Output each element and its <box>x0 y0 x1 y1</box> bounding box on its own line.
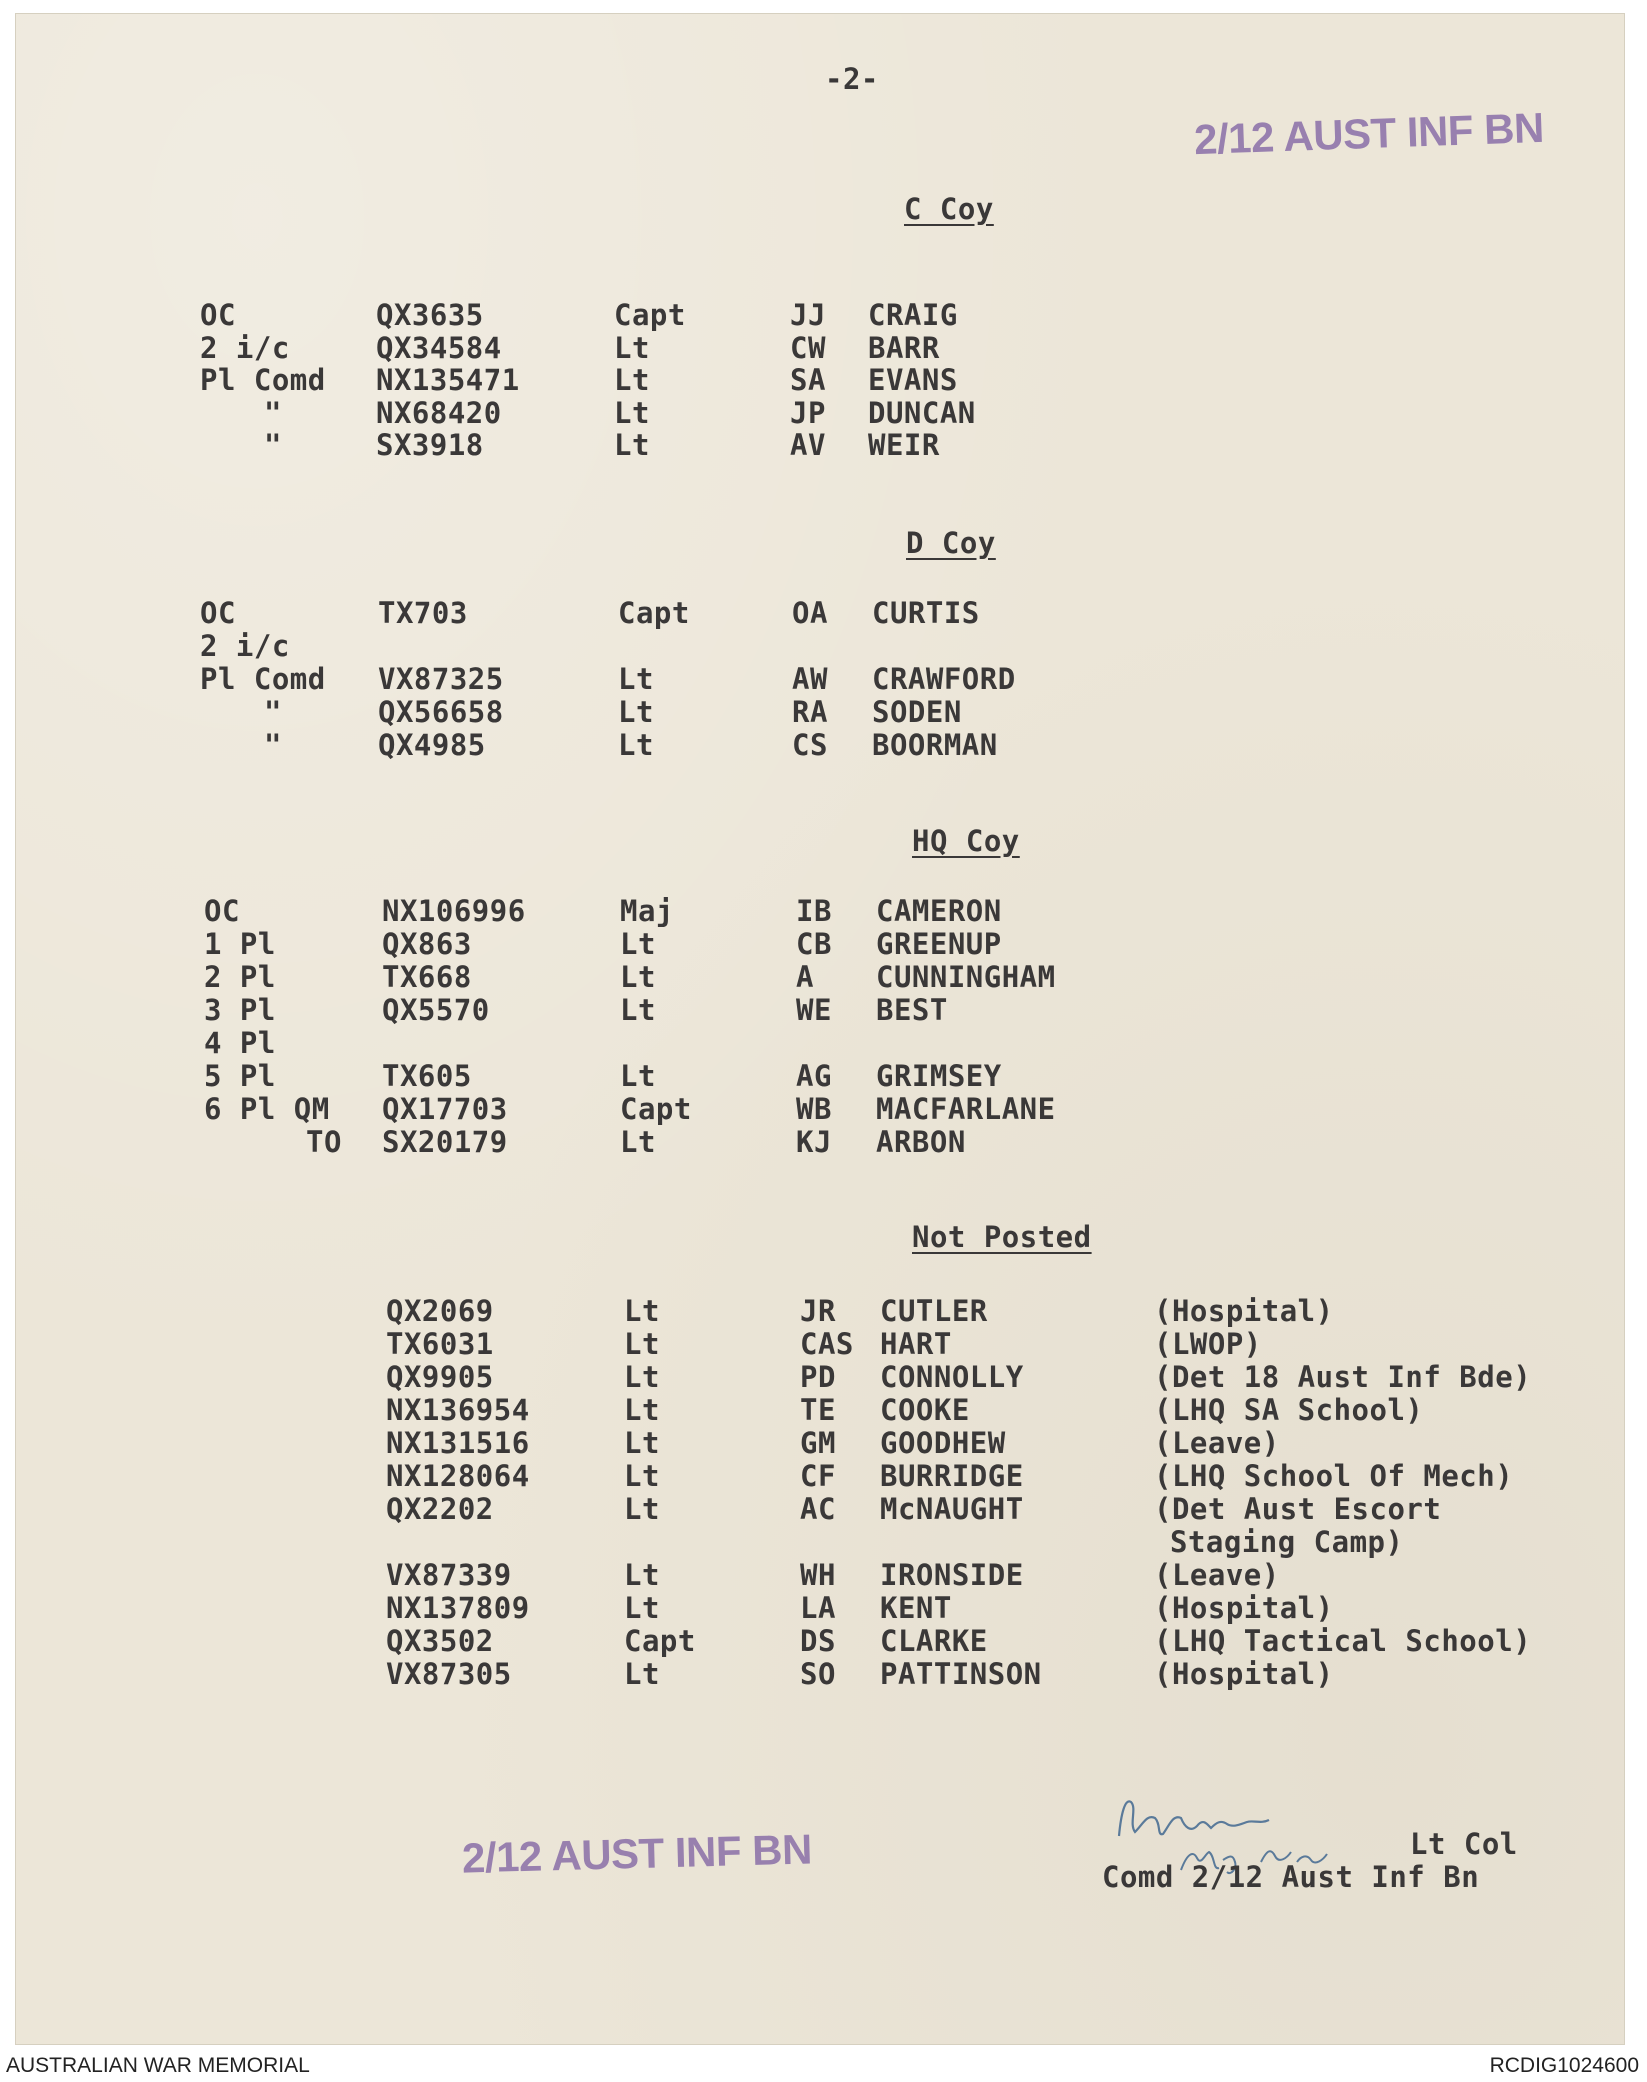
rank-cell: Lt <box>620 960 656 994</box>
rank-cell: Lt <box>620 1125 656 1159</box>
rank-cell: Lt <box>624 1657 660 1691</box>
service-number-cell: QX4985 <box>378 728 486 762</box>
rank-cell: Lt <box>624 1558 660 1592</box>
c_coy-heading: C Coy <box>904 192 994 226</box>
posting-note-cell: Staging Camp) <box>1170 1525 1404 1559</box>
service-number-cell: QX9905 <box>386 1360 494 1394</box>
rank-cell: Lt <box>624 1327 660 1361</box>
rank-cell: Capt <box>614 298 686 332</box>
surname-cell: PATTINSON <box>880 1657 1042 1691</box>
surname-cell: WEIR <box>868 428 940 462</box>
rank-cell: Lt <box>618 728 654 762</box>
service-number-cell: QX5570 <box>382 993 490 1027</box>
service-number-cell: TX6031 <box>386 1327 494 1361</box>
initials-cell: AG <box>796 1059 832 1093</box>
role-cell: 5 Pl <box>204 1059 276 1093</box>
surname-cell: CURTIS <box>872 596 980 630</box>
initials-cell: SA <box>790 363 826 397</box>
rank-cell: Lt <box>614 363 650 397</box>
role-cell: Pl Comd <box>200 662 326 696</box>
initials-cell: GM <box>800 1426 836 1460</box>
surname-cell: HART <box>880 1327 952 1361</box>
footer-archive-name: AUSTRALIAN WAR MEMORIAL <box>6 2054 310 2077</box>
service-number-cell: SX3918 <box>376 428 484 462</box>
surname-cell: BOORMAN <box>872 728 998 762</box>
surname-cell: CRAWFORD <box>872 662 1016 696</box>
service-number-cell: QX34584 <box>376 330 502 365</box>
surname-cell: CAMERON <box>876 894 1002 928</box>
rank-cell: Lt <box>624 1492 660 1526</box>
initials-cell: JJ <box>790 298 826 332</box>
initials-cell: JR <box>800 1294 836 1328</box>
service-number-cell: TX703 <box>378 596 468 630</box>
role-cell: TO <box>306 1125 342 1159</box>
rank-cell: Lt <box>624 1459 660 1493</box>
surname-cell: SODEN <box>872 695 962 729</box>
service-number-cell: NX131516 <box>386 1426 530 1460</box>
role-cell: Pl Comd <box>200 363 326 397</box>
rank-cell: Lt <box>618 662 654 696</box>
rank-cell: Lt <box>614 428 650 462</box>
role-cell: 4 Pl <box>204 1026 276 1060</box>
service-number-cell: QX17703 <box>382 1092 508 1126</box>
surname-cell: CONNOLLY <box>880 1360 1024 1394</box>
document-page <box>16 14 1624 2044</box>
rank-cell: Maj <box>620 894 674 928</box>
initials-cell: KJ <box>796 1125 832 1159</box>
service-number-cell: NX106996 <box>382 894 526 928</box>
service-number-cell: NX68420 <box>376 395 502 430</box>
surname-cell: COOKE <box>880 1393 970 1427</box>
rank-cell: Lt <box>620 1059 656 1093</box>
initials-cell: RA <box>792 695 828 729</box>
posting-note-cell: (Hospital) <box>1154 1294 1334 1328</box>
role-cell: OC <box>204 894 240 928</box>
service-number-cell: VX87305 <box>386 1657 512 1691</box>
service-number-cell: VX87339 <box>386 1558 512 1592</box>
role-cell: OC <box>200 298 236 332</box>
surname-cell: DUNCAN <box>868 395 976 430</box>
rank-cell: Lt <box>624 1426 660 1460</box>
surname-cell: GRIMSEY <box>876 1059 1002 1093</box>
initials-cell: WB <box>796 1092 832 1126</box>
service-number-cell: SX20179 <box>382 1125 508 1159</box>
rank-cell: Capt <box>624 1624 696 1658</box>
page-number: -2- <box>825 62 879 96</box>
service-number-cell: QX863 <box>382 927 472 961</box>
initials-cell: AC <box>800 1492 836 1526</box>
rank-cell: Lt <box>624 1393 660 1427</box>
role-cell: OC <box>200 596 236 630</box>
surname-cell: GREENUP <box>876 927 1002 961</box>
unit-stamp-top: 2/12 AUST INF BN <box>1193 103 1545 164</box>
service-number-cell: QX56658 <box>378 695 504 729</box>
initials-cell: IB <box>796 894 832 928</box>
rank-cell: Lt <box>614 395 650 430</box>
role-cell: " <box>264 695 282 729</box>
signature-title: Comd 2/12 Aust Inf Bn <box>1102 1860 1480 1894</box>
surname-cell: ARBON <box>876 1125 966 1159</box>
hq_coy-heading: HQ Coy <box>912 824 1020 858</box>
posting-note-cell: (Leave) <box>1154 1426 1280 1460</box>
role-cell: " <box>264 728 282 762</box>
rank-cell: Lt <box>624 1591 660 1625</box>
initials-cell: CS <box>792 728 828 762</box>
surname-cell: CUNNINGHAM <box>876 960 1056 994</box>
service-number-cell: TX605 <box>382 1059 472 1093</box>
signature-rank: Lt Col <box>1410 1827 1518 1861</box>
initials-cell: JP <box>790 395 826 430</box>
role-cell: 3 Pl <box>204 993 276 1027</box>
initials-cell: OA <box>792 596 828 630</box>
initials-cell: WH <box>800 1558 836 1592</box>
initials-cell: CW <box>790 330 826 365</box>
role-cell: " <box>264 395 282 430</box>
service-number-cell: QX2202 <box>386 1492 494 1526</box>
role-cell: 2 i/c <box>200 629 290 663</box>
surname-cell: MACFARLANE <box>876 1092 1056 1126</box>
initials-cell: WE <box>796 993 832 1027</box>
role-cell: 2 Pl <box>204 960 276 994</box>
initials-cell: SO <box>800 1657 836 1691</box>
service-number-cell: QX3502 <box>386 1624 494 1658</box>
service-number-cell: NX128064 <box>386 1459 530 1493</box>
surname-cell: CRAIG <box>868 298 958 332</box>
initials-cell: CAS <box>800 1327 854 1361</box>
service-number-cell: VX87325 <box>378 662 504 696</box>
posting-note-cell: (LHQ Tactical School) <box>1154 1624 1532 1658</box>
initials-cell: PD <box>800 1360 836 1394</box>
role-cell: 6 Pl QM <box>204 1092 330 1126</box>
service-number-cell: NX136954 <box>386 1393 530 1427</box>
surname-cell: BURRIDGE <box>880 1459 1024 1493</box>
posting-note-cell: (Det Aust Escort <box>1154 1492 1442 1526</box>
service-number-cell: QX3635 <box>376 298 484 332</box>
rank-cell: Lt <box>620 993 656 1027</box>
rank-cell: Lt <box>624 1360 660 1394</box>
initials-cell: CF <box>800 1459 836 1493</box>
posting-note-cell: (Det 18 Aust Inf Bde) <box>1154 1360 1532 1394</box>
initials-cell: AV <box>790 428 826 462</box>
unit-stamp-bottom: 2/12 AUST INF BN <box>461 1825 813 1882</box>
initials-cell: AW <box>792 662 828 696</box>
surname-cell: BARR <box>868 330 940 365</box>
rank-cell: Lt <box>624 1294 660 1328</box>
rank-cell: Lt <box>614 330 650 365</box>
service-number-cell: QX2069 <box>386 1294 494 1328</box>
posting-note-cell: (Hospital) <box>1154 1657 1334 1691</box>
posting-note-cell: (Leave) <box>1154 1558 1280 1592</box>
initials-cell: CB <box>796 927 832 961</box>
service-number-cell: NX135471 <box>376 363 520 397</box>
service-number-cell: TX668 <box>382 960 472 994</box>
role-cell: 1 Pl <box>204 927 276 961</box>
posting-note-cell: (Hospital) <box>1154 1591 1334 1625</box>
surname-cell: GOODHEW <box>880 1426 1006 1460</box>
service-number-cell: NX137809 <box>386 1591 530 1625</box>
role-cell: 2 i/c <box>200 330 290 365</box>
not_posted-heading: Not Posted <box>912 1220 1092 1254</box>
surname-cell: CUTLER <box>880 1294 988 1328</box>
surname-cell: McNAUGHT <box>880 1492 1024 1526</box>
role-cell: " <box>264 428 282 462</box>
footer-reference-id: RCDIG1024600 <box>1489 2054 1639 2077</box>
posting-note-cell: (LWOP) <box>1154 1327 1262 1361</box>
surname-cell: KENT <box>880 1591 952 1625</box>
rank-cell: Capt <box>618 596 690 630</box>
rank-cell: Lt <box>620 927 656 961</box>
surname-cell: CLARKE <box>880 1624 988 1658</box>
posting-note-cell: (LHQ SA School) <box>1154 1393 1424 1427</box>
rank-cell: Lt <box>618 695 654 729</box>
surname-cell: IRONSIDE <box>880 1558 1024 1592</box>
rank-cell: Capt <box>620 1092 692 1126</box>
surname-cell: BEST <box>876 993 948 1027</box>
initials-cell: DS <box>800 1624 836 1658</box>
initials-cell: TE <box>800 1393 836 1427</box>
surname-cell: EVANS <box>868 363 958 397</box>
initials-cell: A <box>796 960 814 994</box>
posting-note-cell: (LHQ School Of Mech) <box>1154 1459 1514 1493</box>
d_coy-heading: D Coy <box>906 526 996 560</box>
initials-cell: LA <box>800 1591 836 1625</box>
